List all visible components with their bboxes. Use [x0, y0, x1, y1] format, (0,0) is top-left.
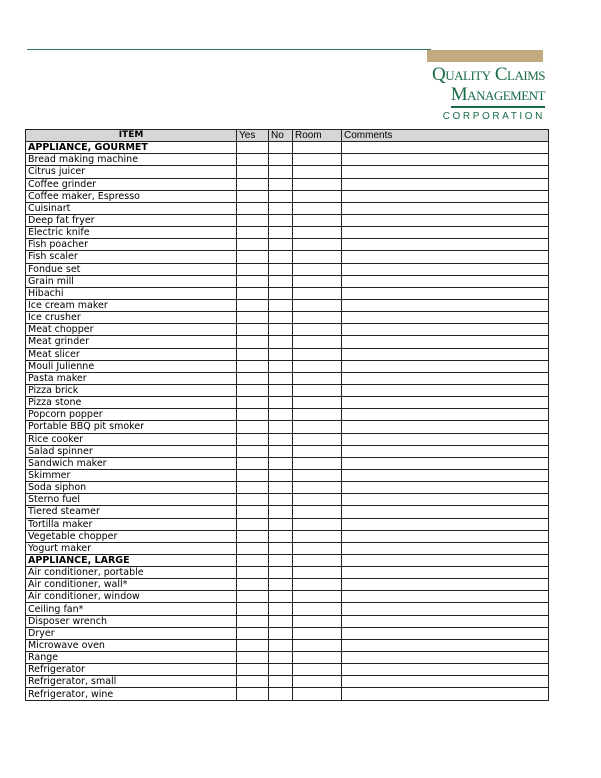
yes-cell[interactable] [237, 469, 269, 481]
table-row [26, 324, 549, 336]
comments-cell[interactable] [342, 275, 549, 287]
no-cell[interactable] [269, 567, 293, 579]
room-cell[interactable] [293, 554, 342, 566]
item-name: Coffee maker, Espresso [26, 190, 237, 202]
item-name: Pizza stone [26, 397, 237, 409]
table-row [26, 275, 549, 287]
no-cell[interactable] [269, 263, 293, 275]
item-name: Popcorn popper [26, 409, 237, 421]
yes-cell[interactable] [237, 299, 269, 311]
comments-cell[interactable] [342, 324, 549, 336]
yes-cell[interactable] [237, 348, 269, 360]
table-row [26, 214, 549, 226]
room-cell[interactable] [293, 263, 342, 275]
item-name: Mouli Julienne [26, 360, 237, 372]
section-header-row [26, 554, 549, 566]
room-cell[interactable] [293, 409, 342, 421]
comments-cell[interactable] [342, 263, 549, 275]
comments-cell[interactable] [342, 579, 549, 591]
no-cell[interactable] [269, 214, 293, 226]
no-cell[interactable] [269, 469, 293, 481]
table-row [26, 518, 549, 530]
item-name: Fish scaler [26, 251, 237, 263]
yes-cell[interactable] [237, 542, 269, 554]
logo-line3: CORPORATION [442, 111, 545, 122]
yes-cell[interactable] [237, 397, 269, 409]
no-cell[interactable] [269, 530, 293, 542]
comments-cell[interactable] [342, 664, 549, 676]
item-name: Soda siphon [26, 482, 237, 494]
no-cell[interactable] [269, 360, 293, 372]
table-row [26, 202, 549, 214]
table-row [26, 312, 549, 324]
yes-cell[interactable] [237, 652, 269, 664]
table-row [26, 433, 549, 445]
room-cell[interactable] [293, 251, 342, 263]
comments-cell[interactable] [342, 312, 549, 324]
yes-cell[interactable] [237, 494, 269, 506]
table-row [26, 482, 549, 494]
item-name: Yogurt maker [26, 542, 237, 554]
item-name: Meat chopper [26, 324, 237, 336]
item-name: Ceiling fan* [26, 603, 237, 615]
room-cell[interactable] [293, 494, 342, 506]
table-row [26, 457, 549, 469]
room-cell[interactable] [293, 166, 342, 178]
comments-cell[interactable] [342, 482, 549, 494]
comments-cell[interactable] [342, 154, 549, 166]
no-cell[interactable] [269, 591, 293, 603]
item-name: Citrus juicer [26, 166, 237, 178]
no-cell[interactable] [269, 554, 293, 566]
table-row [26, 469, 549, 481]
yes-cell[interactable] [237, 142, 269, 154]
col-item: ITEM [26, 130, 237, 142]
no-cell[interactable] [269, 421, 293, 433]
comments-cell[interactable] [342, 639, 549, 651]
company-logo [420, 64, 545, 122]
yes-cell[interactable] [237, 506, 269, 518]
no-cell[interactable] [269, 494, 293, 506]
item-name: Refrigerator [26, 664, 237, 676]
yes-cell[interactable] [237, 372, 269, 384]
no-cell[interactable] [269, 227, 293, 239]
no-cell[interactable] [269, 506, 293, 518]
item-name: Pizza brick [26, 384, 237, 396]
yes-cell[interactable] [237, 178, 269, 190]
table-row [26, 639, 549, 651]
no-cell[interactable] [269, 397, 293, 409]
comments-cell[interactable] [342, 239, 549, 251]
table-row [26, 360, 549, 372]
header-rule [27, 49, 431, 50]
col-yes: Yes [237, 130, 269, 142]
comments-cell[interactable] [342, 166, 549, 178]
logo-bar [427, 50, 543, 62]
item-name: Ice crusher [26, 312, 237, 324]
room-cell[interactable] [293, 324, 342, 336]
room-cell[interactable] [293, 627, 342, 639]
comments-cell[interactable] [342, 287, 549, 299]
yes-cell[interactable] [237, 409, 269, 421]
comments-cell[interactable] [342, 421, 549, 433]
room-cell[interactable] [293, 567, 342, 579]
table-row [26, 287, 549, 299]
table-row [26, 154, 549, 166]
item-name: Cuisinart [26, 202, 237, 214]
comments-cell[interactable] [342, 530, 549, 542]
item-name: Coffee grinder [26, 178, 237, 190]
item-name: Bread making machine [26, 154, 237, 166]
room-cell[interactable] [293, 397, 342, 409]
table-row [26, 348, 549, 360]
comments-cell[interactable] [342, 227, 549, 239]
no-cell[interactable] [269, 299, 293, 311]
yes-cell[interactable] [237, 421, 269, 433]
comments-cell[interactable] [342, 360, 549, 372]
no-cell[interactable] [269, 445, 293, 457]
item-name: Microwave oven [26, 639, 237, 651]
table-row [26, 567, 549, 579]
item-name: Tortilla maker [26, 518, 237, 530]
table-row [26, 615, 549, 627]
item-name: Sandwich maker [26, 457, 237, 469]
no-cell[interactable] [269, 518, 293, 530]
room-cell[interactable] [293, 336, 342, 348]
yes-cell[interactable] [237, 676, 269, 688]
table-header-row [26, 130, 549, 142]
yes-cell[interactable] [237, 166, 269, 178]
item-name: Dryer [26, 627, 237, 639]
table-row [26, 251, 549, 263]
comments-cell[interactable] [342, 251, 549, 263]
yes-cell[interactable] [237, 384, 269, 396]
item-name: Grain mill [26, 275, 237, 287]
table-row [26, 421, 549, 433]
room-cell[interactable] [293, 518, 342, 530]
room-cell[interactable] [293, 239, 342, 251]
yes-cell[interactable] [237, 530, 269, 542]
comments-cell[interactable] [342, 397, 549, 409]
yes-cell[interactable] [237, 202, 269, 214]
yes-cell[interactable] [237, 190, 269, 202]
no-cell[interactable] [269, 664, 293, 676]
table-row [26, 227, 549, 239]
comments-cell[interactable] [342, 542, 549, 554]
comments-cell[interactable] [342, 469, 549, 481]
item-name: Fondue set [26, 263, 237, 275]
room-cell[interactable] [293, 142, 342, 154]
item-name: Pasta maker [26, 372, 237, 384]
comments-cell[interactable] [342, 372, 549, 384]
table-row [26, 263, 549, 275]
no-cell[interactable] [269, 287, 293, 299]
room-cell[interactable] [293, 178, 342, 190]
yes-cell[interactable] [237, 263, 269, 275]
room-cell[interactable] [293, 591, 342, 603]
yes-cell[interactable] [237, 518, 269, 530]
no-cell[interactable] [269, 384, 293, 396]
room-cell[interactable] [293, 202, 342, 214]
room-cell[interactable] [293, 482, 342, 494]
room-cell[interactable] [293, 676, 342, 688]
yes-cell[interactable] [237, 603, 269, 615]
no-cell[interactable] [269, 688, 293, 700]
table-row [26, 676, 549, 688]
room-cell[interactable] [293, 372, 342, 384]
no-cell[interactable] [269, 324, 293, 336]
table-row [26, 239, 549, 251]
room-cell[interactable] [293, 542, 342, 554]
comments-cell[interactable] [342, 494, 549, 506]
item-name: Meat grinder [26, 336, 237, 348]
yes-cell[interactable] [237, 251, 269, 263]
comments-cell[interactable] [342, 506, 549, 518]
item-name: Refrigerator, wine [26, 688, 237, 700]
yes-cell[interactable] [237, 433, 269, 445]
room-cell[interactable] [293, 312, 342, 324]
room-cell[interactable] [293, 579, 342, 591]
comments-cell[interactable] [342, 178, 549, 190]
no-cell[interactable] [269, 178, 293, 190]
room-cell[interactable] [293, 603, 342, 615]
room-cell[interactable] [293, 421, 342, 433]
comments-cell[interactable] [342, 142, 549, 154]
table-row [26, 336, 549, 348]
comments-cell[interactable] [342, 554, 549, 566]
room-cell[interactable] [293, 287, 342, 299]
no-cell[interactable] [269, 627, 293, 639]
no-cell[interactable] [269, 190, 293, 202]
room-cell[interactable] [293, 664, 342, 676]
no-cell[interactable] [269, 202, 293, 214]
no-cell[interactable] [269, 312, 293, 324]
table-row [26, 591, 549, 603]
table-row [26, 494, 549, 506]
item-name: APPLIANCE, LARGE [26, 554, 237, 566]
table-row [26, 384, 549, 396]
item-name: Tiered steamer [26, 506, 237, 518]
col-comments: Comments [342, 130, 549, 142]
no-cell[interactable] [269, 542, 293, 554]
room-cell[interactable] [293, 615, 342, 627]
room-cell[interactable] [293, 190, 342, 202]
room-cell[interactable] [293, 469, 342, 481]
table-row [26, 652, 549, 664]
no-cell[interactable] [269, 652, 293, 664]
yes-cell[interactable] [237, 627, 269, 639]
room-cell[interactable] [293, 275, 342, 287]
no-cell[interactable] [269, 348, 293, 360]
comments-cell[interactable] [342, 299, 549, 311]
inventory-table [25, 129, 549, 701]
item-name: Vegetable chopper [26, 530, 237, 542]
table-row [26, 397, 549, 409]
table-row [26, 166, 549, 178]
logo-line2: Management [451, 85, 545, 108]
yes-cell[interactable] [237, 360, 269, 372]
no-cell[interactable] [269, 579, 293, 591]
yes-cell[interactable] [237, 554, 269, 566]
yes-cell[interactable] [237, 287, 269, 299]
item-name: Disposer wrench [26, 615, 237, 627]
yes-cell[interactable] [237, 615, 269, 627]
table-row [26, 542, 549, 554]
yes-cell[interactable] [237, 312, 269, 324]
yes-cell[interactable] [237, 239, 269, 251]
yes-cell[interactable] [237, 324, 269, 336]
item-name: Rice cooker [26, 433, 237, 445]
comments-cell[interactable] [342, 567, 549, 579]
comments-cell[interactable] [342, 457, 549, 469]
comments-cell[interactable] [342, 336, 549, 348]
no-cell[interactable] [269, 615, 293, 627]
item-name: Electric knife [26, 227, 237, 239]
table-row [26, 530, 549, 542]
room-cell[interactable] [293, 348, 342, 360]
section-header-row [26, 142, 549, 154]
room-cell[interactable] [293, 457, 342, 469]
room-cell[interactable] [293, 384, 342, 396]
item-name: Air conditioner, portable [26, 567, 237, 579]
comments-cell[interactable] [342, 214, 549, 226]
item-name: Air conditioner, window [26, 591, 237, 603]
room-cell[interactable] [293, 688, 342, 700]
yes-cell[interactable] [237, 457, 269, 469]
item-name: Sterno fuel [26, 494, 237, 506]
yes-cell[interactable] [237, 227, 269, 239]
no-cell[interactable] [269, 639, 293, 651]
item-name: Refrigerator, small [26, 676, 237, 688]
table-row [26, 664, 549, 676]
comments-cell[interactable] [342, 433, 549, 445]
yes-cell[interactable] [237, 445, 269, 457]
item-name: Salad spinner [26, 445, 237, 457]
item-name: Fish poacher [26, 239, 237, 251]
table-row [26, 409, 549, 421]
yes-cell[interactable] [237, 154, 269, 166]
table-row [26, 299, 549, 311]
comments-cell[interactable] [342, 384, 549, 396]
table-row [26, 627, 549, 639]
comments-cell[interactable] [342, 688, 549, 700]
table-row [26, 603, 549, 615]
yes-cell[interactable] [237, 567, 269, 579]
item-name: Deep fat fryer [26, 214, 237, 226]
comments-cell[interactable] [342, 445, 549, 457]
yes-cell[interactable] [237, 664, 269, 676]
room-cell[interactable] [293, 652, 342, 664]
comments-cell[interactable] [342, 202, 549, 214]
comments-cell[interactable] [342, 591, 549, 603]
table-row [26, 688, 549, 700]
comments-cell[interactable] [342, 676, 549, 688]
no-cell[interactable] [269, 142, 293, 154]
no-cell[interactable] [269, 239, 293, 251]
yes-cell[interactable] [237, 482, 269, 494]
item-name: Skimmer [26, 469, 237, 481]
room-cell[interactable] [293, 299, 342, 311]
table-row [26, 190, 549, 202]
item-name: Hibachi [26, 287, 237, 299]
logo-line1: Quality Claims [432, 64, 545, 85]
room-cell[interactable] [293, 227, 342, 239]
room-cell[interactable] [293, 639, 342, 651]
room-cell[interactable] [293, 445, 342, 457]
comments-cell[interactable] [342, 652, 549, 664]
table-row [26, 506, 549, 518]
room-cell[interactable] [293, 433, 342, 445]
comments-cell[interactable] [342, 348, 549, 360]
comments-cell[interactable] [342, 518, 549, 530]
yes-cell[interactable] [237, 579, 269, 591]
item-name: Meat slicer [26, 348, 237, 360]
item-name: Air conditioner, wall* [26, 579, 237, 591]
room-cell[interactable] [293, 530, 342, 542]
no-cell[interactable] [269, 372, 293, 384]
no-cell[interactable] [269, 275, 293, 287]
no-cell[interactable] [269, 457, 293, 469]
comments-cell[interactable] [342, 603, 549, 615]
no-cell[interactable] [269, 166, 293, 178]
room-cell[interactable] [293, 360, 342, 372]
comments-cell[interactable] [342, 615, 549, 627]
no-cell[interactable] [269, 409, 293, 421]
item-name: Portable BBQ pit smoker [26, 421, 237, 433]
no-cell[interactable] [269, 336, 293, 348]
yes-cell[interactable] [237, 639, 269, 651]
col-room: Room [293, 130, 342, 142]
table-row [26, 372, 549, 384]
item-name: APPLIANCE, GOURMET [26, 142, 237, 154]
no-cell[interactable] [269, 154, 293, 166]
no-cell[interactable] [269, 433, 293, 445]
yes-cell[interactable] [237, 275, 269, 287]
room-cell[interactable] [293, 506, 342, 518]
no-cell[interactable] [269, 482, 293, 494]
table-row [26, 445, 549, 457]
table-row [26, 178, 549, 190]
comments-cell[interactable] [342, 409, 549, 421]
col-no: No [269, 130, 293, 142]
yes-cell[interactable] [237, 336, 269, 348]
no-cell[interactable] [269, 603, 293, 615]
comments-cell[interactable] [342, 190, 549, 202]
yes-cell[interactable] [237, 214, 269, 226]
comments-cell[interactable] [342, 627, 549, 639]
no-cell[interactable] [269, 251, 293, 263]
item-name: Ice cream maker [26, 299, 237, 311]
yes-cell[interactable] [237, 591, 269, 603]
yes-cell[interactable] [237, 688, 269, 700]
item-name: Range [26, 652, 237, 664]
table-row [26, 579, 549, 591]
room-cell[interactable] [293, 214, 342, 226]
no-cell[interactable] [269, 676, 293, 688]
room-cell[interactable] [293, 154, 342, 166]
